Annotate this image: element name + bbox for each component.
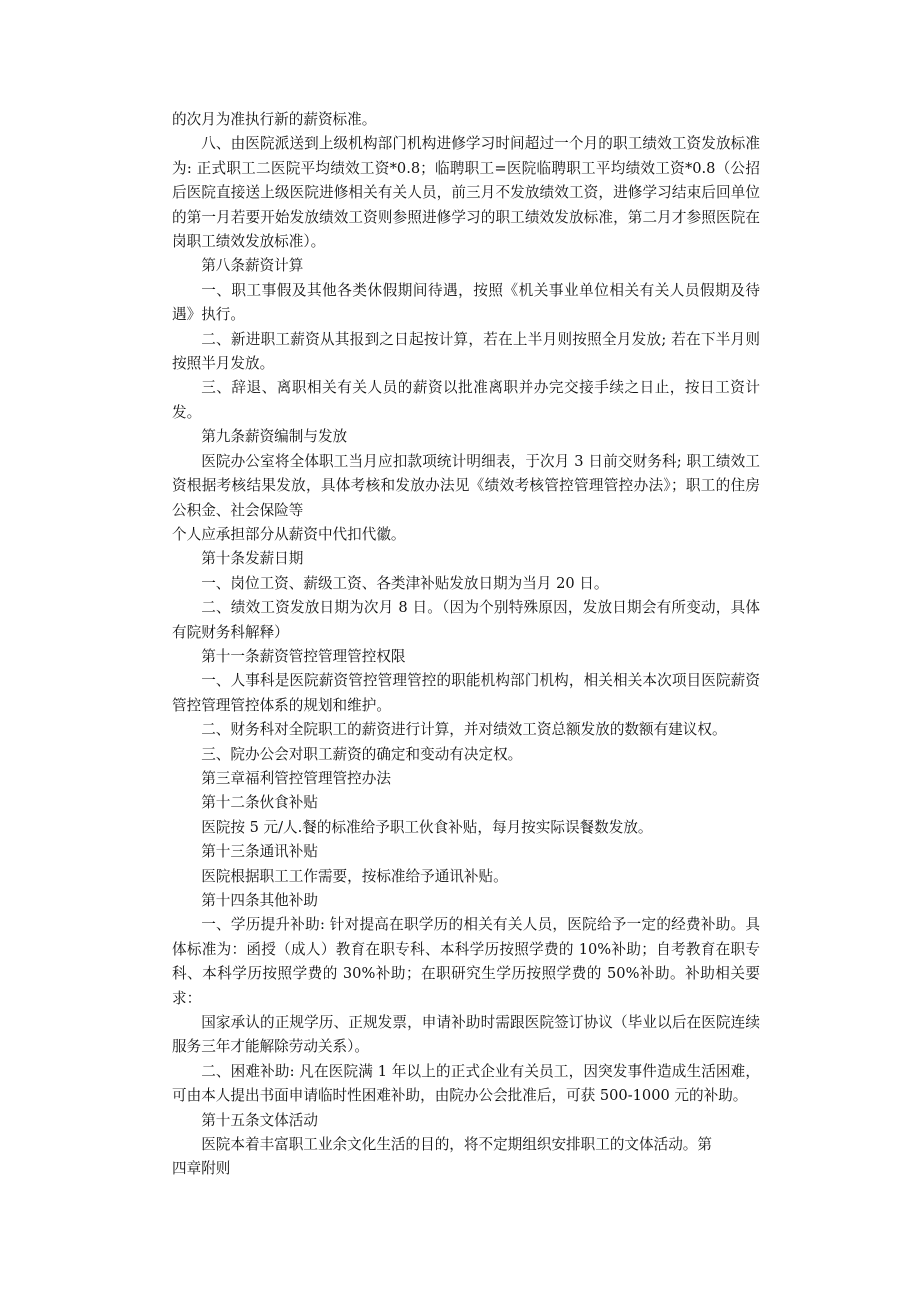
paragraph-15: 二、财务科对全院职工的薪资进行计算，并对绩效工资总额发放的数额有建议权。 — [201, 721, 727, 739]
section-heading-article-15: 第十五条文体活动 — [201, 1111, 318, 1129]
paragraph-12: 二、绩效工资发放日期为次月 8 日。（因为个别特殊原因，发放日期会有所变动，具体有院财务科解释） — [172, 599, 760, 641]
paragraph-4: 一、职工事假及其他各类休假期间待遇，按照《机关事业单位相关有关人员假期及待遇》执行。 — [172, 281, 760, 324]
paragraph-24: 国家承认的正规学历、正规发票，申请补助时需跟医院签订协议（毕业以后在医院连续服务三年才能解除劳动关系）。 — [172, 1014, 760, 1056]
paragraph-11: 一、岗位工资、薪级工资、各类津补贴发放日期为当月 20 日。 — [201, 574, 609, 592]
paragraph-5: 二、新进职工薪资从其报到之日起按计算，若在上半月则按照全月发放; 若在下半月则按照半月发放。 — [172, 330, 760, 373]
paragraph-23: 一、学历提升补助: 针对提高在职学历的相关有关人员，医院给予一定的经费补助。具体标准为：函授（成人）教育在职专科、本科学历按照学费的 10%补助；自考教育在职专科、本科学历按照学费的 30%补助；在职研究生学历按照学费的 50%补助。补助相关要求： — [172, 916, 760, 1007]
paragraph-8: 医院办公室将全体职工当月应扣款项统计明细表，于次月 3 日前交财务科; 职工绩效工资根据考核结果发放，具体考核和发放办法见《绩效考核管控管理管控办法》；职工的住房公积金、社会保险等 — [172, 452, 760, 519]
section-heading-article-8: 第八条薪资计算 — [201, 257, 304, 275]
chapter-heading-4: 四章附则 — [172, 1160, 231, 1178]
section-heading-article-10: 第十条发薪日期 — [201, 550, 304, 568]
paragraph-9: 个人应承担部分从薪资中代扣代徽。 — [172, 525, 406, 543]
paragraph-19: 医院按 5 元/人.餐的标准给予职工伙食补贴，每月按实际误餐数发放。 — [201, 818, 653, 836]
paragraph-6: 三、辞退、离职相关有关人员的薪资以批准离职并办完交接手续之日止，按日工资计发。 — [172, 379, 760, 421]
document-page — [172, 108, 760, 1182]
paragraph-14: 一、人事科是医院薪资管控管理管控的职能机构部门机构，相关相关本次项目医院薪资管控管理管控体系的规划和维护。 — [172, 672, 760, 714]
paragraph-16: 三、院办公会对职工薪资的确定和变动有决定权。 — [201, 745, 523, 763]
paragraph-2: 八、由医院派送到上级机构部门机构进修学习时间超过一个月的职工绩效工资发放标准为: 正式职工二医院平均绩效工资*0.8；临聘职工=医院临聘职工平均绩效工资*0.8（公招后医院直接送上级医院进修相关有关人员，前三月不发放绩效工资，进修学习结束后回单位的第一月若要开始发放绩效工资则参照进修学习的职工绩效发放标准，第二月才参照医院在岗职工绩效发放标准）。 — [172, 135, 760, 251]
section-heading-article-14: 第十四条其他补助 — [201, 892, 318, 909]
section-heading-article-11: 第十一条薪资管控管理管控权限 — [201, 647, 406, 665]
section-heading-article-12: 第十二条伙食补贴 — [201, 794, 318, 812]
section-heading-article-9: 第九条薪资编制与发放 — [201, 428, 348, 446]
paragraph-25: 二、困难补助: 凡在医院满 1 年以上的正式企业有关员工，因突发事件造成生活困难，可由本人提出书面申请临时性困难补助，由院办公会批准后，可获 500-1000 元的补助。 — [172, 1062, 760, 1105]
chapter-heading-3: 第三章福利管控管理管控办法 — [201, 769, 391, 787]
paragraph-27: 医院本着丰富职工业余文化生活的目的，将不定期组织安排职工的文体活动。第 — [201, 1136, 712, 1154]
paragraph-1: 的次月为准执行新的薪资标准。 — [172, 111, 377, 128]
section-heading-article-13: 第十三条通讯补贴 — [201, 843, 318, 861]
paragraph-21: 医院根据职工工作需要，按标准给予通讯补贴。 — [201, 867, 508, 885]
